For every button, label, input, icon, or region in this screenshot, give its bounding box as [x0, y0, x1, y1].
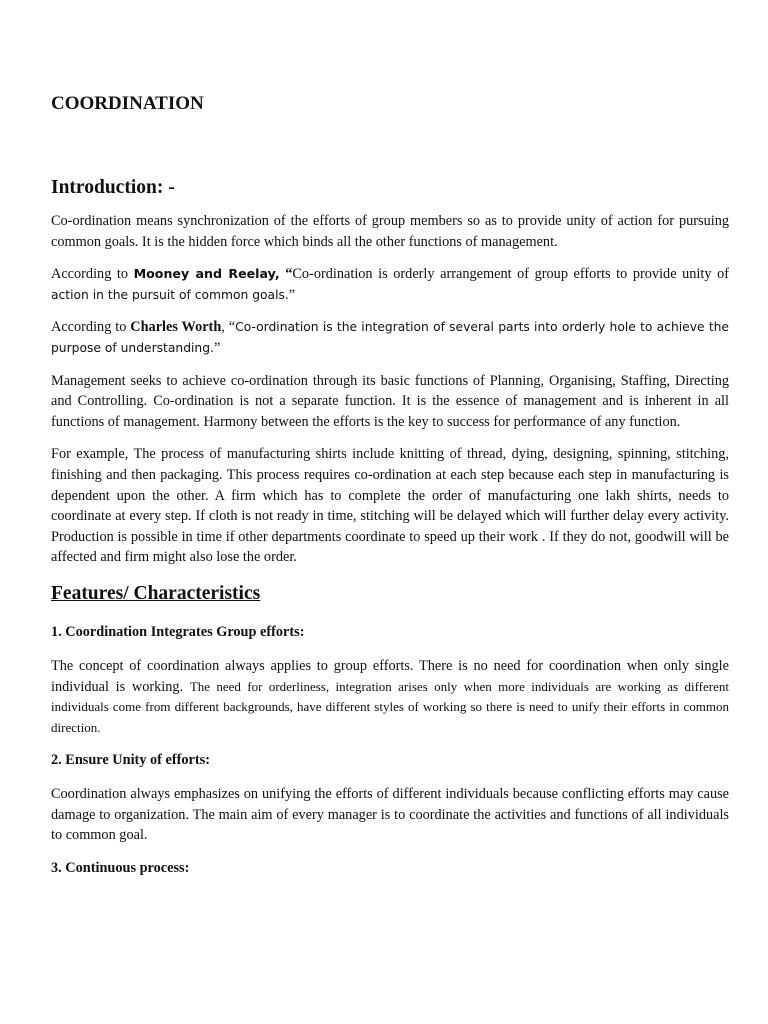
feature-2-title: 2. Ensure Unity of efforts:	[51, 752, 210, 769]
document-title: COORDINATION	[51, 93, 204, 114]
quote-charles-worth	[51, 317, 729, 358]
feature-1-body-part: The concept of coordination always applies to group efforts. There is no need for coordination when only single individual is working.	[51, 657, 729, 695]
quote-text: Co-ordination is the integration of several parts into orderly hole to achieve the	[235, 320, 729, 335]
feature-2-body: Coordination always emphasizes on unifying the efforts of different individuals because conflicting efforts may cause damage to organization. The main aim of every manager is to coordinate the activities and functions of all individuals to common goal.	[51, 786, 729, 844]
quote-author-charles-worth: Charles Worth	[130, 319, 222, 336]
feature-1-body-part-small: The need for orderliness, integration arises only when more individuals are working as different individuals come from different backgrounds, have different styles of working so there is need to unify their efforts in common direction.	[51, 678, 729, 735]
feature-1-body	[51, 656, 729, 738]
introduction-paragraph-example: For example, The process of manufacturing shirts include knitting of thread, dying, designing, spinning, stitching, finishing and then packaging. This process requires co-ordination at each step because each step in manufacturing is dependent upon the other. A firm which has to complete the order of manufacturing one lakh shirts, needs to coordinate at every step. If cloth is not ready in time, stitching will be delayed which will further delay every activity. Production is possible in time if other departments coordinate to speed up their work . If they do not, goodwill will be affected and firm might also lose the order.	[51, 446, 729, 566]
quote-lead: According to	[51, 319, 131, 336]
quote-open-mark: “	[279, 266, 293, 283]
document-page	[51, 92, 729, 892]
feature-1-title: 1. Coordination Integrates Group efforts:	[51, 623, 305, 640]
introduction-paragraph-definition: Co-ordination means synchronization of the efforts of group members so as to provide unity of action for pursuing common goals. It is the hidden force which binds all the other functions of management.	[51, 213, 729, 250]
quote-lead: According to	[51, 266, 134, 283]
quote-open-mark: , “	[221, 319, 236, 336]
feature-3-title: 3. Continuous process:	[51, 860, 190, 877]
introduction-heading: Introduction: -	[51, 177, 175, 198]
quote-text-continued: purpose of understanding.	[51, 340, 214, 355]
quote-mooney-reelay	[51, 264, 729, 305]
quote-author-mooney-reelay: Mooney and Reelay,	[133, 266, 280, 282]
features-heading: Features/ Characteristics	[51, 582, 261, 604]
quote-text-continued: action in the pursuit of common goals.	[51, 287, 289, 302]
quote-close-mark: ”	[213, 339, 221, 356]
introduction-paragraph-functions: Management seeks to achieve co-ordination through its basic functions of Planning, Organising, Staffing, Directing and Controlling. Co-ordination is not a separate function. It is the essence of management and is inherent in all functions of management. Harmony between the efforts is the key to success for performance of any function.	[51, 372, 729, 430]
quote-text: Co-ordination is orderly arrangement of group efforts to provide unity of	[292, 266, 729, 283]
quote-close-mark: ”	[288, 286, 296, 303]
